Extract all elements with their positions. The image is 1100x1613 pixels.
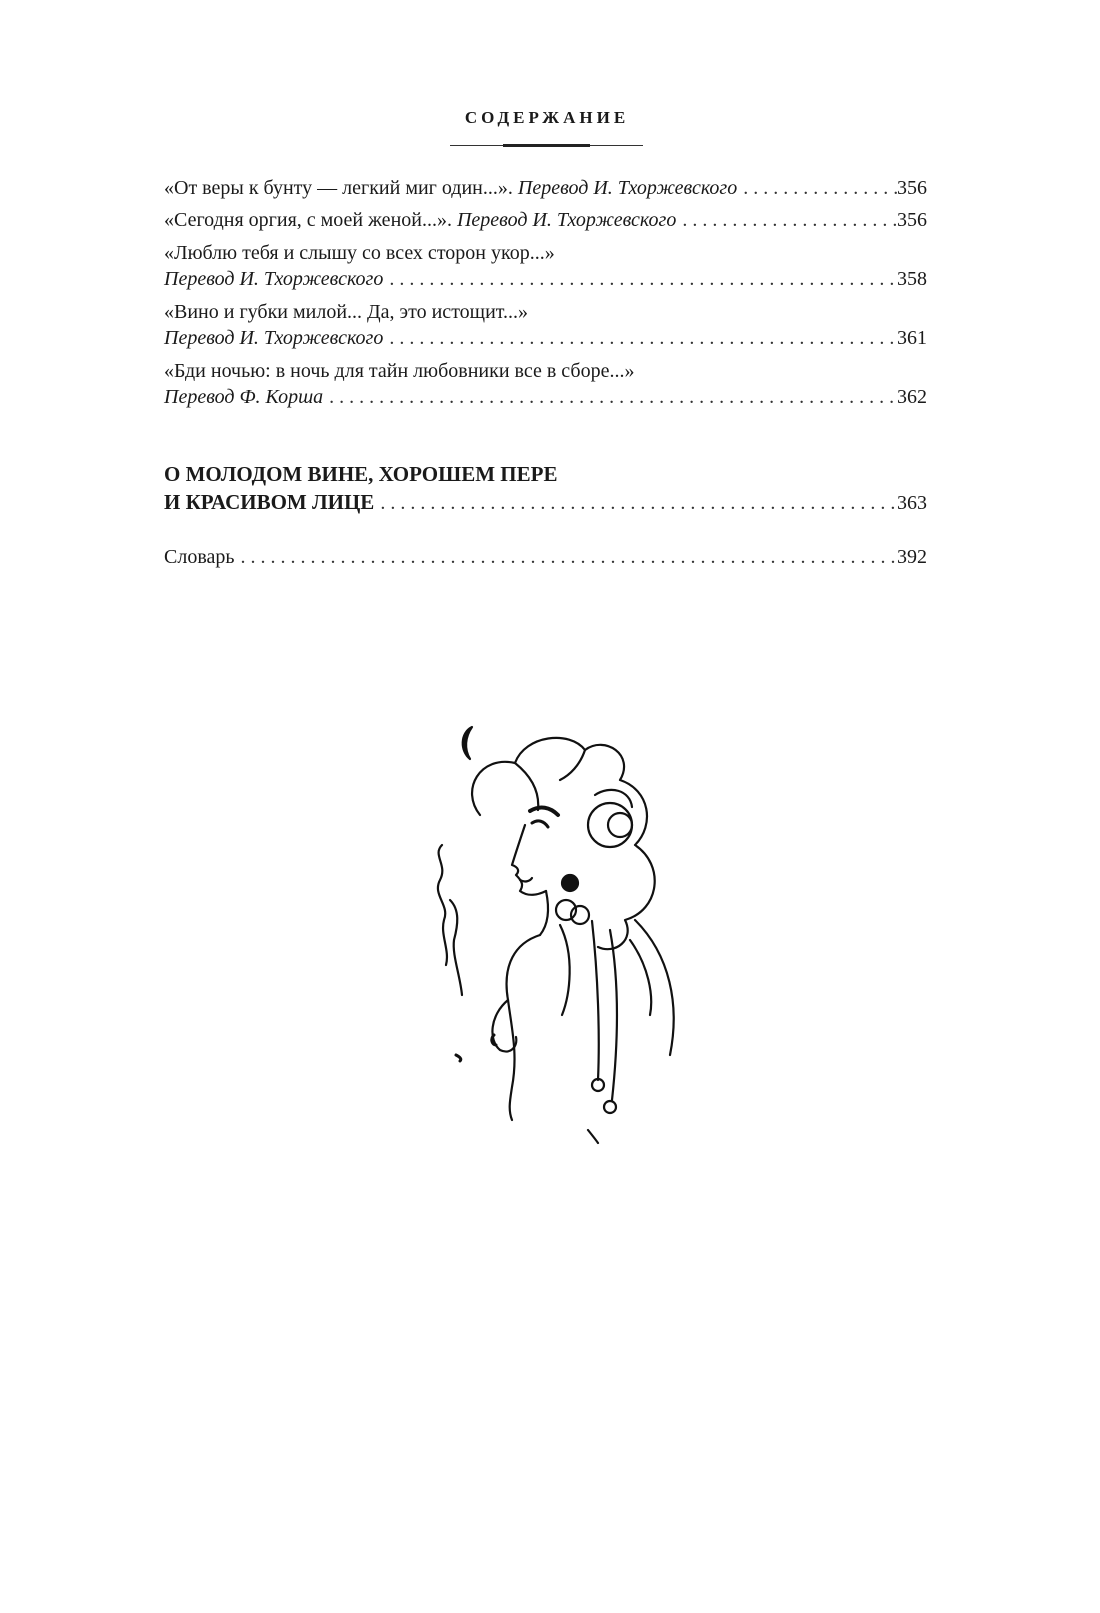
- toc-entry[interactable]: [164, 205, 927, 235]
- leader-dots: [323, 382, 897, 412]
- leader-dots: [235, 542, 898, 572]
- section-title-line1: О МОЛОДОМ ВИНЕ, ХОРОШЕМ ПЕРЕ: [164, 462, 558, 486]
- entry-page: 362: [897, 386, 927, 408]
- entry-page: 358: [897, 268, 927, 290]
- entry-page: 356: [897, 177, 927, 199]
- toc-dictionary-entry[interactable]: [164, 542, 927, 572]
- toc-section-entry[interactable]: [164, 487, 927, 517]
- entry-translator: Перевод И. Тхоржевского: [456, 209, 677, 231]
- entry-title: «Вино и губки милой... Да, это истощит...»: [164, 301, 529, 323]
- entry-page: 356: [897, 209, 927, 231]
- section-title-line2: И КРАСИВОМ ЛИЦЕ: [164, 490, 375, 514]
- toc-entry[interactable]: [164, 173, 927, 203]
- leader-dots: [676, 205, 897, 235]
- entry-title: «Люблю тебя и слышу со всех сторон укор...»: [164, 242, 555, 264]
- section-page: 363: [897, 492, 927, 514]
- entry-translator: Перевод Ф. Корша: [164, 386, 324, 408]
- entry-translator: Перевод И. Тхоржевского: [164, 268, 384, 290]
- entry-translator: Перевод И. Тхоржевского: [164, 327, 384, 349]
- leader-dots: [737, 173, 897, 203]
- leader-dots: [383, 323, 897, 353]
- entry-page: 361: [897, 327, 927, 349]
- entry-title: «Бди ночью: в ночь для тайн любовники все в сборе...»: [164, 360, 635, 382]
- leader-dots: [374, 488, 897, 518]
- entry-title: «Сегодня оргия, с моей женой...».: [164, 209, 452, 231]
- entry-title: «От веры к бунту — легкий миг один...».: [164, 177, 513, 199]
- dictionary-page: 392: [897, 546, 927, 568]
- toc-entry[interactable]: [164, 382, 927, 412]
- toc-entry[interactable]: [164, 323, 927, 353]
- head-rule-accent: [503, 144, 590, 147]
- dictionary-title: Словарь: [164, 546, 235, 568]
- running-head: СОДЕРЖАНИЕ: [464, 108, 630, 127]
- toc-entry[interactable]: [164, 264, 927, 294]
- entry-translator: Перевод И. Тхоржевского: [517, 177, 738, 199]
- woman-sketch-illustration: [420, 715, 690, 1145]
- leader-dots: [383, 264, 897, 294]
